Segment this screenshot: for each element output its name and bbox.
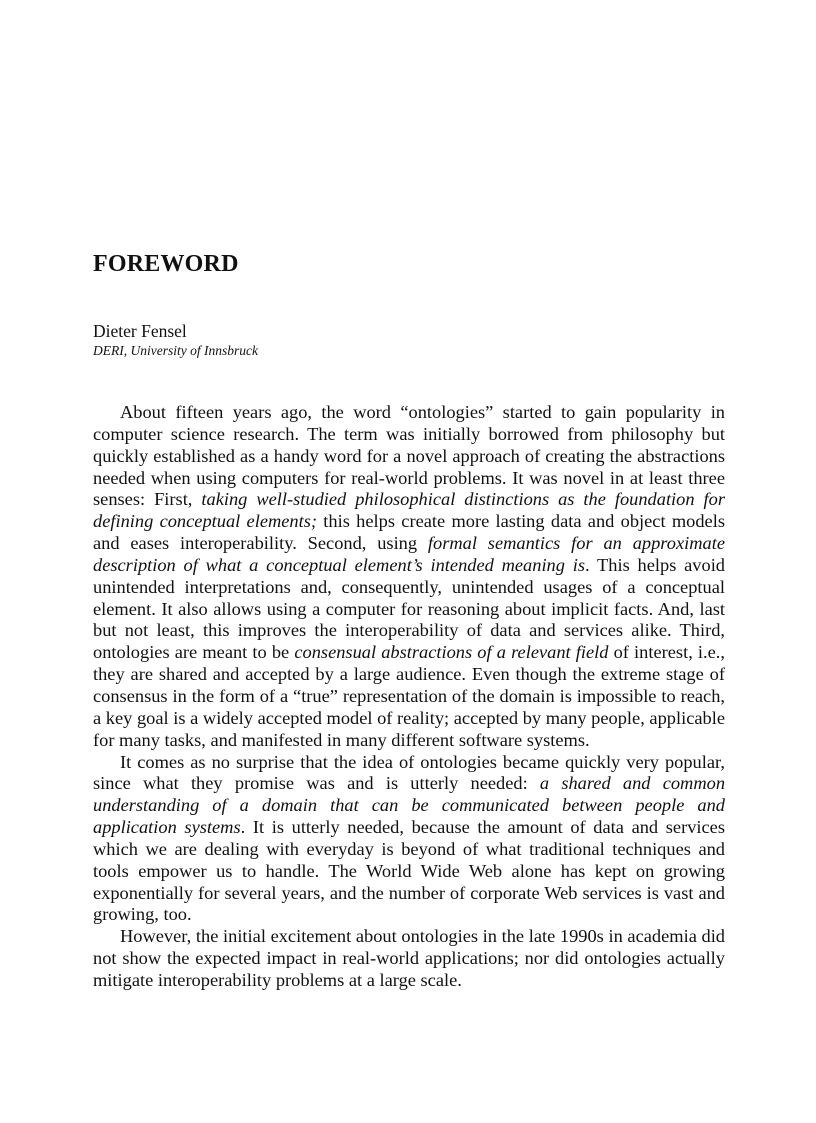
text-segment: of interest, i.e., they are shared and accepted by a large audience. Even though the extreme stage of consensus in the form of a “true” representation of the domain is impossible to reach, a key goal is a widely accepted model of reality; accepted by many people, applicable for many tasks, and manifested in many different software systems.	[93, 642, 725, 750]
paragraph-3	[93, 926, 725, 992]
author-name: Dieter Fensel	[93, 321, 187, 341]
text-segment: . This helps avoid unintended interpretations and, consequently, unintended usages of a conceptual element. It also allows using a computer for reasoning about implicit facts. And, last but not least, this improves the interoperability of data and services alike. Third, ontologies are meant to be	[93, 554, 725, 663]
italic-text-segment: consensual abstractions of a relevant field	[294, 642, 609, 663]
italic-text-segment: formal semantics for an approximate description of what a conceptual element’s intended meaning is	[93, 533, 725, 575]
text-segment: . It is utterly needed, because the amount of data and services which we are dealing with everyday is beyond of what traditional techniques and tools empower us to handle. The World Wide Web alone has kept on growing exponentially for several years, and the number of corporate Web services is vast and growing, too.	[93, 817, 725, 925]
paragraph-1	[93, 402, 725, 752]
text-segment: However, the initial excitement about ontologies in the late 1990s in academia did not show the expected impact in real-world applications; nor did ontologies actually mitigate interoperability problems at a large scale.	[93, 926, 725, 990]
italic-text-segment: a shared and common understanding of a domain that can be communicated between people and application systems	[93, 773, 726, 838]
text-segment: It comes as no surprise that the idea of ontologies became quickly very popular, since what they promise was and is utterly needed:	[93, 751, 725, 794]
italic-text-segment: taking well-studied philosophical distinctions as the foundation for defining conceptual elements;	[93, 489, 725, 532]
chapter-title: FOREWORD	[93, 251, 239, 277]
paragraph-2	[93, 752, 725, 927]
foreword-body	[93, 402, 725, 992]
text-segment: this helps create more lasting data and object models and eases interoperability. Second, using	[93, 511, 725, 554]
author-affiliation: DERI, University of Innsbruck	[93, 343, 258, 358]
text-segment: About fifteen years ago, the word “ontologies” started to gain popularity in computer science research. The term was initially borrowed from philosophy but quickly established as a handy word for a novel approach of creating the abstractions needed when using computers for real-world problems. It was novel in at least three senses: First,	[93, 402, 725, 510]
